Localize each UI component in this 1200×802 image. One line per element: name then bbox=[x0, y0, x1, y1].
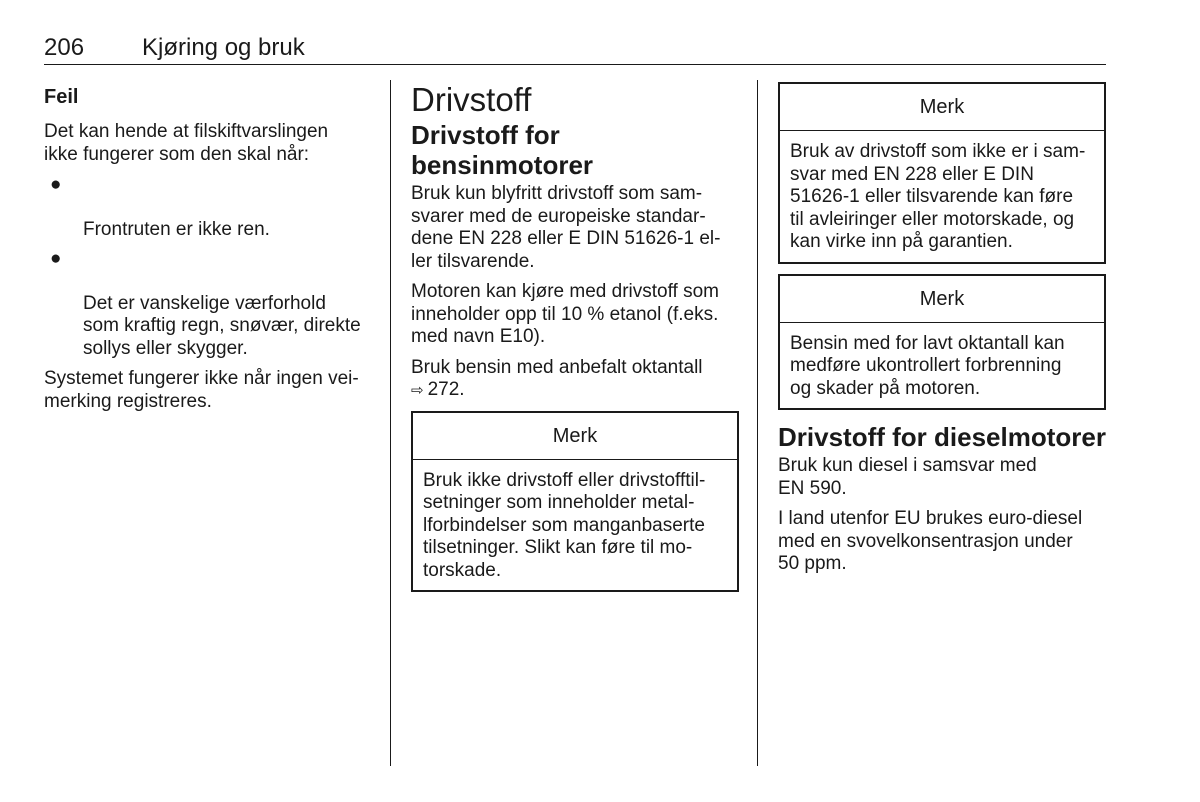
bensin-para-3 bbox=[411, 357, 739, 403]
column-2 bbox=[411, 82, 739, 602]
bensin-para-1: Bruk kun blyfritt drivstoff som sam- svarer med de europeiske standar- dene EN 228 eller E DIN 51626-1 el- ler tilsvarende. bbox=[411, 183, 721, 272]
bullet-text: Det er vanskelige værforhold som kraftig regn, snøvær, direkte sollys eller skygger. bbox=[83, 292, 361, 359]
feil-intro: Det kan hende at filskiftvarslingen ikke fungerer som den skal når: bbox=[44, 121, 329, 165]
page-reference-icon: ⇨ bbox=[411, 382, 424, 399]
bullet-item bbox=[44, 248, 374, 361]
diesel-subtitle: Drivstoff for dieselmotorer bbox=[778, 422, 1106, 452]
drivstoff-title: Drivstoff bbox=[411, 81, 532, 118]
bullet-icon: ● bbox=[50, 174, 62, 195]
page-reference-link[interactable]: 272. bbox=[427, 379, 465, 400]
section-title: Kjøring og bruk bbox=[142, 34, 305, 61]
column-1 bbox=[44, 85, 374, 421]
feil-closing: Systemet fungerer ikke når ingen vei- merking registreres. bbox=[44, 368, 359, 412]
bensin-subtitle: Drivstoff for bensinmotorer bbox=[411, 120, 594, 180]
diesel-para-1: Bruk kun diesel i samsvar med EN 590. bbox=[778, 455, 1037, 499]
bullet-text: Frontruten er ikke ren. bbox=[83, 219, 270, 240]
note-title: Merk bbox=[413, 413, 737, 460]
column-3 bbox=[778, 82, 1106, 584]
diesel-para-2: I land utenfor EU brukes euro-diesel med en svovelkonsentrasjon under 50 ppm. bbox=[778, 508, 1083, 574]
bullet-icon: ● bbox=[50, 247, 62, 269]
page-header bbox=[44, 32, 1106, 65]
note-title: Merk bbox=[780, 84, 1104, 131]
note-box-low-octane bbox=[778, 274, 1106, 411]
feil-heading: Feil bbox=[44, 86, 79, 108]
column-divider-2 bbox=[757, 80, 758, 766]
note-body: Bensin med for lavt oktantall kan medføre ukontrollert forbrenning og skader på motoren. bbox=[790, 332, 1065, 399]
note-body: Bruk av drivstoff som ikke er i sam- svar med EN 228 eller E DIN 51626-1 eller tilsvarende kan føre til avleiringer eller motorskade, og kan virke inn på garantien. bbox=[790, 141, 1086, 252]
page-number: 206 bbox=[44, 34, 85, 61]
note-box-fuel-additives bbox=[411, 411, 739, 593]
bullet-item bbox=[44, 174, 374, 242]
note-box-non-compliant-fuel bbox=[778, 82, 1106, 264]
feil-bullet-list bbox=[44, 174, 374, 360]
bensin-para-3-text: Bruk bensin med anbefalt oktantall bbox=[411, 356, 703, 378]
bensin-para-2: Motoren kan kjøre med drivstoff som inneholder opp til 10 % etanol (f.eks. med navn E10). bbox=[411, 281, 719, 347]
note-body: Bruk ikke drivstoff eller drivstofftil- setninger som inneholder metal- lforbindelser som manganbaserte tilsetninger. Slikt kan føre til mo- torskade. bbox=[423, 469, 706, 581]
note-title: Merk bbox=[780, 276, 1104, 323]
column-divider-1 bbox=[390, 80, 391, 766]
